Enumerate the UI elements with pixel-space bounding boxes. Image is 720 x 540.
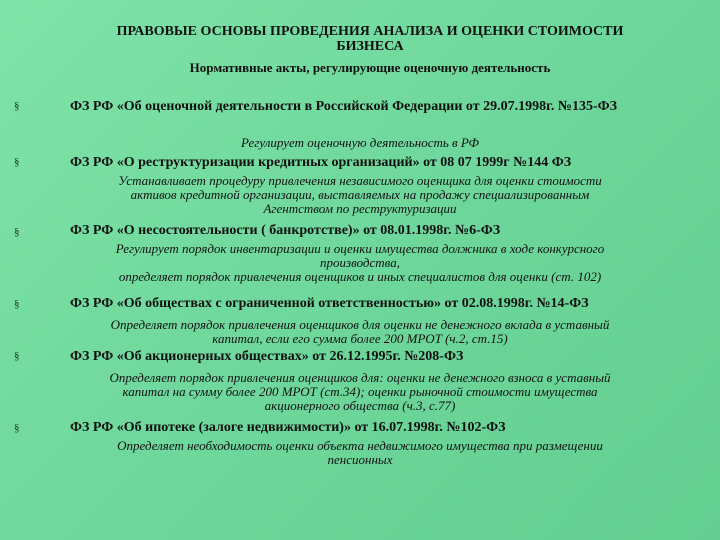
bullet-icon: § — [14, 350, 20, 362]
title-line-2: БИЗНЕСА — [336, 39, 404, 54]
page-title — [90, 24, 650, 54]
law-description — [40, 136, 680, 150]
law-description-line: активов кредитной организации, выставляемых на продажу специализированным — [130, 187, 590, 202]
law-description-line: пенсионных — [327, 452, 393, 467]
subtitle: Нормативные акты, регулирующие оценочную деятельность — [189, 60, 551, 75]
law-description-line: Устанавливает процедуру привлечения независимого оценщика для оценки стоимости — [118, 173, 602, 188]
title-line-1: ПРАВОВЫЕ ОСНОВЫ ПРОВЕДЕНИЯ АНАЛИЗА И ОЦЕНКИ СТОИМОСТИ — [116, 24, 624, 39]
bullet-icon: § — [14, 298, 20, 310]
law-description-line: капитал, если его сумма более 200 МРОТ (ч.2, ст.15) — [212, 331, 508, 346]
law-title: ФЗ РФ «Об акционерных обществах» от 26.12.1995г. №208-ФЗ — [70, 349, 464, 364]
law-title: ФЗ РФ «Об обществах с ограниченной ответственностью» от 02.08.1998г. №14-ФЗ — [70, 296, 589, 311]
law-description-line: Агентством по реструктуризации — [263, 201, 457, 216]
bullet-icon: § — [14, 422, 20, 434]
law-title: ФЗ РФ «О несостоятельности ( банкротстве)» от 08.01.1998г. №6-ФЗ — [70, 223, 501, 238]
law-title: ФЗ РФ «О реструктуризации кредитных организаций» от 08 07 1999г №144 ФЗ — [70, 155, 572, 170]
law-title: ФЗ РФ «Об ипотеке (залоге недвижимости)» от 16.07.1998г. №102-ФЗ — [70, 420, 506, 435]
law-description-line: определяет порядок привлечения оценщиков и иных специалистов для оценки (ст. 102) — [118, 269, 602, 284]
law-description — [40, 174, 680, 216]
law-description-line: Регулирует оценочную деятельность в РФ — [241, 135, 479, 150]
law-title: ФЗ РФ «Об оценочной деятельности в Российской Федерации от 29.07.1998г. №135-ФЗ — [70, 99, 618, 114]
law-description-line: Определяет необходимость оценки объекта недвижимого имущества при размещении — [117, 438, 603, 453]
law-description-line: Определяет порядок привлечения оценщиков для: оценки не денежного взноса в уставный — [109, 370, 611, 385]
law-description — [40, 318, 680, 346]
law-description-line: Регулирует порядок инвентаризации и оценки имущества должника в ходе конкурсного — [115, 241, 605, 256]
bullet-icon: § — [14, 156, 20, 168]
law-description — [40, 242, 680, 284]
law-description-line: капитал на сумму более 200 МРОТ (ст.34); оценки рыночной стоимости имущества — [122, 384, 598, 399]
bullet-icon: § — [14, 100, 20, 112]
law-description-line: акционерного общества (ч.3, с.77) — [264, 398, 456, 413]
law-description-line: производства, — [320, 255, 400, 270]
law-description — [40, 371, 680, 413]
bullet-icon: § — [14, 226, 20, 238]
law-description — [40, 439, 680, 467]
law-description-line: Определяет порядок привлечения оценщиков для оценки не денежного вклада в уставный — [110, 317, 610, 332]
